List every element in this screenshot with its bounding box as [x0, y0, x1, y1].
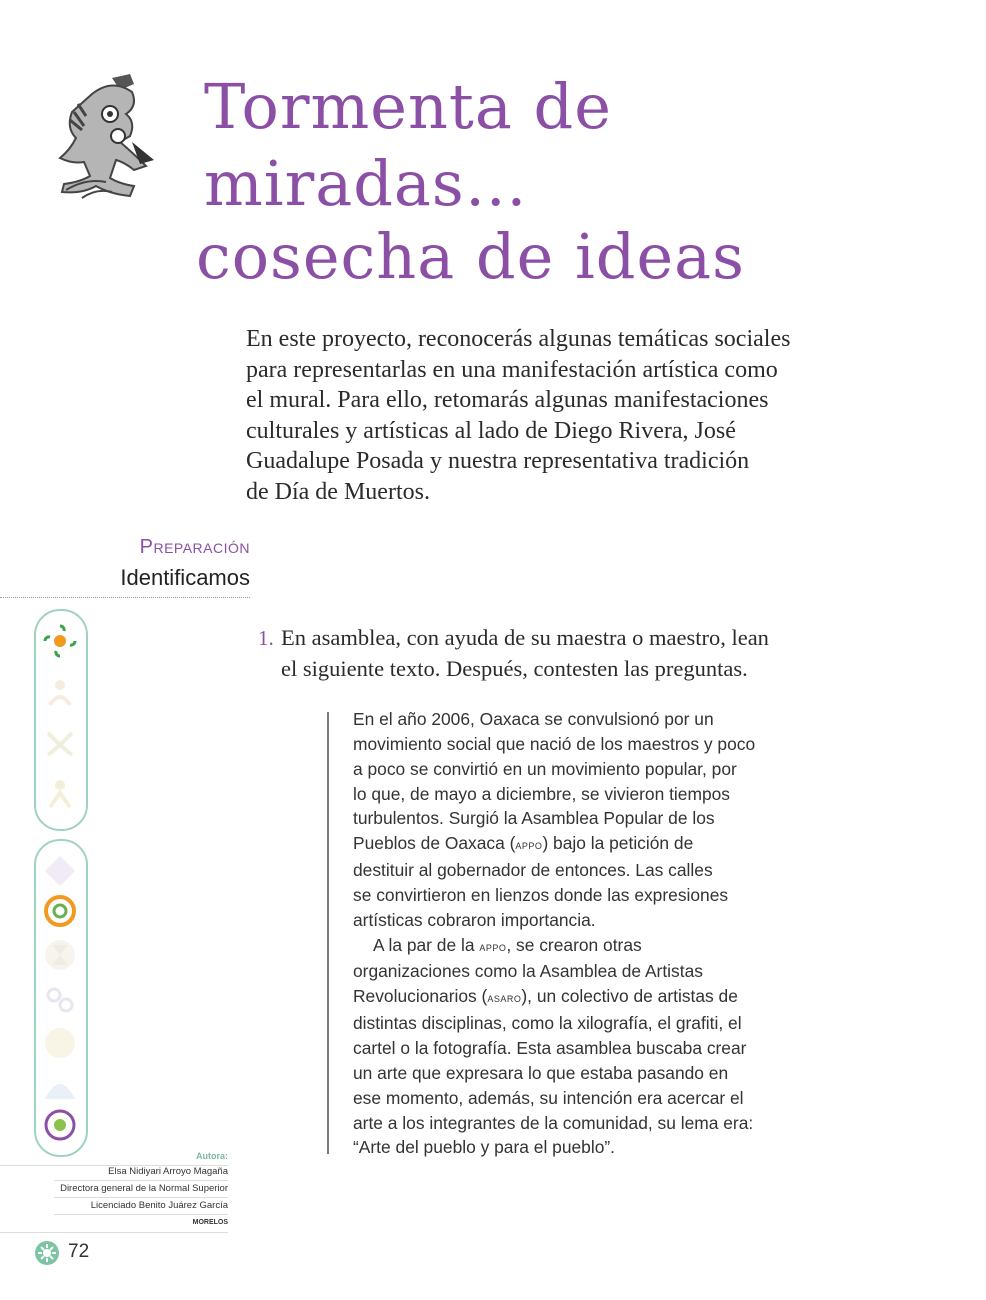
icon-rail-bottom [34, 839, 88, 1157]
faded-figure-icon [42, 775, 78, 811]
abbr-appo: appo [479, 938, 507, 954]
intro-line: En este proyecto, reconocerás algunas temáticas sociales [246, 326, 791, 352]
quote-bar [327, 712, 329, 1154]
reading-line: ese momento, además, su intención era acercar el [353, 1087, 744, 1108]
intro-line: el mural. Para ello, retomarás algunas manifestaciones [246, 387, 769, 413]
page-title-line-2: miradas… [204, 147, 528, 220]
author-state: MORELOS [192, 1219, 228, 1226]
reading-line: arte a los integrantes de la comunidad, su lema era: [353, 1112, 754, 1133]
aztec-glyph-icon [52, 72, 164, 206]
reading-line [353, 933, 793, 960]
question-text [281, 623, 801, 684]
page-title-line-3: cosecha de ideas [196, 220, 745, 293]
icon-rail-top [34, 609, 88, 831]
faded-hourglass-icon [42, 937, 78, 973]
reading-text: , se crearon otras [506, 934, 642, 955]
intro-line: de Día de Muertos. [246, 478, 430, 505]
reading-line: distintas disciplinas, como la xilografía, el grafiti, el [353, 1013, 742, 1034]
intro-paragraph [246, 324, 806, 507]
section-divider [0, 597, 250, 598]
author-credits [54, 1148, 228, 1231]
reading-line: movimiento social que nació de los maestros y poco [353, 733, 756, 754]
reading-line: En el año 2006, Oaxaca se convulsionó por un [353, 709, 714, 729]
faded-hill-icon [42, 1069, 78, 1105]
question-line: el siguiente texto. Después, contesten las preguntas. [281, 655, 748, 681]
faded-figure-icon [42, 725, 78, 761]
author-role: Directora general de la Normal Superior [54, 1181, 228, 1198]
reading-line: turbulentos. Surgió la Asamblea Popular de los [353, 808, 715, 829]
faded-diamond-icon [42, 853, 78, 889]
section-sublabel: Identificamos [120, 565, 250, 590]
reading-line [353, 831, 793, 858]
reading-line: artísticas cobraron importancia. [353, 909, 596, 930]
community-flower-icon [42, 623, 78, 659]
question-line: En asamblea, con ayuda de su maestra o maestro, lean [281, 625, 769, 650]
intro-line: culturales y artísticas al lado de Diego Rivera, José [246, 417, 736, 444]
faded-link-icon [42, 981, 78, 1017]
abbr-appo: appo [515, 837, 543, 853]
page-number: 72 [68, 1241, 90, 1262]
section-label: Preparación [139, 536, 250, 558]
intro-line: Guadalupe Posada y nuestra representativa tradición [246, 448, 750, 474]
reading-text: Pueblos de Oaxaca ( [353, 833, 516, 854]
reading-line [353, 984, 793, 1011]
reading-text: A la par de la [373, 934, 480, 955]
author-name: Elsa Nidiyari Arroyo Magaña [54, 1164, 228, 1181]
reading-line: cartel o la fotografía. Esta asamblea buscaba crear [353, 1037, 747, 1058]
faded-circle-icon [42, 1025, 78, 1061]
abbr-asaro: asaro [487, 990, 522, 1006]
spiral-icon [42, 1107, 78, 1143]
gear-flower-icon [34, 1240, 60, 1266]
faded-figure-icon [42, 675, 78, 711]
reading-line: un arte que expresara lo que estaba pasando en [353, 1062, 729, 1083]
reading-text: ), un colectivo de artistas de [521, 986, 738, 1007]
intro-line: para representarlas en una manifestación artística como [246, 356, 778, 383]
reading-line: a poco se convirtió en un movimiento popular, por [353, 758, 737, 779]
reading-line: lo que, de mayo a diciembre, se vivieron tiempos [353, 783, 730, 804]
reading-line: organizaciones como la Asamblea de Artistas [353, 961, 703, 982]
reading-line: se convirtieron en lienzos donde las expresiones [353, 884, 729, 905]
reading-line: destituir al gobernador de entonces. Las calles [353, 860, 713, 881]
credits-rule [0, 1232, 228, 1233]
reading-text: Revolucionarios ( [353, 986, 488, 1007]
reading-passage [353, 707, 793, 1160]
target-icon [42, 893, 78, 929]
page-title-line-1: Tormenta de [204, 70, 612, 143]
author-label: Autora: [196, 1151, 228, 1161]
reading-text: ) bajo la petición de [542, 833, 694, 854]
reading-line: “Arte del pueblo y para el pueblo”. [353, 1137, 615, 1158]
author-school: Licenciado Benito Juárez García [54, 1198, 228, 1215]
question-number: 1. [258, 626, 274, 650]
